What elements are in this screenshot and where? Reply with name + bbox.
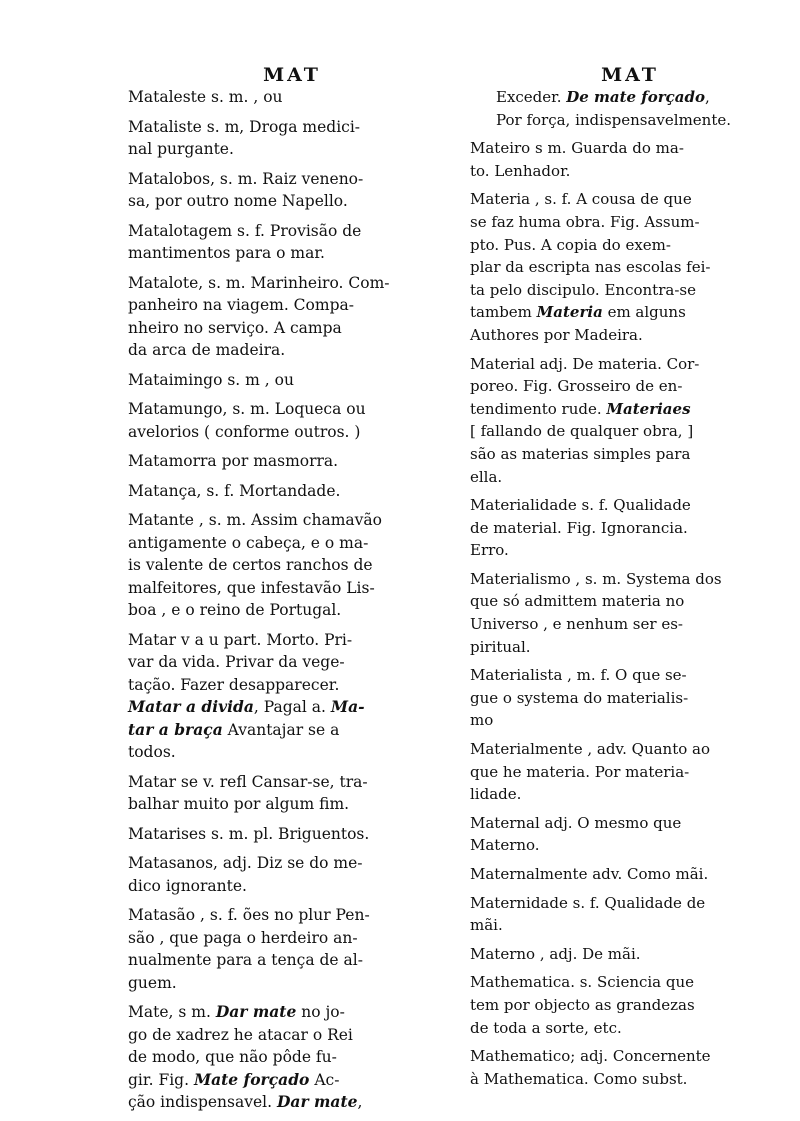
dictionary-entry xyxy=(128,771,460,816)
entry-line: Material adj. De materia. Cor- xyxy=(470,354,700,373)
entry-line: tar a braça Avantajar se a xyxy=(128,719,340,739)
entry-line: tendimento rude. Materiaes xyxy=(470,399,691,418)
entry-line: nualmente para a tença de al- xyxy=(128,951,363,969)
left-running-header: MAT xyxy=(263,64,321,86)
dictionary-entry xyxy=(470,188,785,346)
entry-line: [ fallando de qualquer obra, ] xyxy=(470,422,694,441)
dictionary-entry xyxy=(128,369,460,392)
entry-line: avelorios ( conforme outros. ) xyxy=(128,422,361,441)
dictionary-entry xyxy=(128,168,460,213)
dictionary-entry xyxy=(470,664,785,732)
entry-line: Maternal adj. O mesmo que xyxy=(470,813,682,832)
entry-line: todos. xyxy=(128,743,176,761)
dictionary-entry xyxy=(128,823,460,846)
entry-line: to. Lenhador. xyxy=(470,161,571,180)
entry-line: tem por objecto as grandezas xyxy=(470,995,695,1014)
dictionary-entry xyxy=(128,509,460,622)
dictionary-entry xyxy=(470,892,785,937)
entry-line: ção indispensavel. Dar mate, xyxy=(128,1092,363,1111)
entry-line: Maternidade s. f. Qualidade de xyxy=(470,893,706,912)
entry-line: guem. xyxy=(128,973,177,992)
entry-line: var da vida. Privar da vege- xyxy=(128,653,345,671)
dictionary-entry xyxy=(470,738,785,806)
dictionary-entry xyxy=(128,480,460,503)
entry-line: is valente de certos ranchos de xyxy=(128,556,373,574)
entry-line: que he materia. Por materia- xyxy=(470,762,690,781)
dictionary-entry xyxy=(470,86,785,131)
entry-line: Universo , e nenhum ser es- xyxy=(470,615,683,634)
entry-line: Matalobos, s. m. Raiz veneno- xyxy=(128,169,364,188)
entry-line: Matar se v. refl Cansar-se, tra- xyxy=(128,772,368,791)
left-column xyxy=(128,86,460,1121)
entry-line: Materialidade s. f. Qualidade xyxy=(470,496,691,515)
entry-line: gue o systema do materialis- xyxy=(470,688,689,707)
entry-line: Mathematico; adj. Concernente xyxy=(470,1047,711,1066)
dictionary-entry xyxy=(128,450,460,473)
entry-line: lidade. xyxy=(470,785,522,804)
entry-line: Matarises s. m. pl. Briguentos. xyxy=(128,824,370,843)
entry-line: Mataleste s. m. , ou xyxy=(128,88,283,106)
dictionary-entry xyxy=(128,398,460,443)
dictionary-entry xyxy=(470,494,785,562)
entry-line: Matalotagem s. f. Provisão de xyxy=(128,221,362,240)
dictionary-entry xyxy=(128,904,460,994)
entry-line: se faz huma obra. Fig. Assum- xyxy=(470,212,700,231)
dictionary-entry xyxy=(128,86,460,109)
entry-line: Matasanos, adj. Diz se do me- xyxy=(128,854,363,872)
entry-line: Por força, indispensavelmente. xyxy=(496,110,732,129)
entry-line: Matamungo, s. m. Loqueca ou xyxy=(128,400,366,418)
entry-line: dico ignorante. xyxy=(128,876,247,895)
entry-line: panheiro na viagem. Compa- xyxy=(128,296,354,314)
entry-line: Matar a divida, Pagal a. Ma- xyxy=(128,697,365,716)
entry-line: Mateiro s m. Guarda do ma- xyxy=(470,139,684,158)
entry-line: nal purgante. xyxy=(128,140,234,158)
entry-line: tambem Materia em alguns xyxy=(470,303,686,322)
entry-line: tação. Fazer desapparecer. xyxy=(128,675,340,694)
entry-line: pto. Pus. A copia do exem- xyxy=(470,235,671,254)
dictionary-entry xyxy=(470,568,785,658)
dictionary-entry xyxy=(128,272,460,362)
entry-line: são as materias simples para xyxy=(470,444,691,463)
entry-line: Matante , s. m. Assim chamavão xyxy=(128,511,382,529)
entry-line: ta pelo discipulo. Encontra-se xyxy=(470,280,696,299)
dictionary-entry xyxy=(470,863,785,886)
entry-line: balhar muito por algum fim. xyxy=(128,795,350,813)
entry-line: de material. Fig. Ignorancia. xyxy=(470,518,688,537)
entry-line: Maternalmente adv. Como mãi. xyxy=(470,865,709,883)
dictionary-entry xyxy=(470,943,785,966)
dictionary-entry xyxy=(128,1001,460,1114)
entry-line: Matamorra por masmorra. xyxy=(128,452,339,470)
entry-line: Matalote, s. m. Marinheiro. Com- xyxy=(128,273,390,292)
dictionary-entry xyxy=(128,852,460,897)
entry-line: Materno , adj. De mãi. xyxy=(470,944,641,963)
entry-line: da arca de madeira. xyxy=(128,341,286,359)
right-column xyxy=(470,86,785,1096)
dictionary-entry xyxy=(470,1045,785,1090)
entry-line: Mate, s m. Dar mate no jo- xyxy=(128,1002,345,1021)
entry-line: piritual. xyxy=(470,637,531,656)
dictionary-entry xyxy=(470,971,785,1039)
entry-line: Matança, s. f. Mortandade. xyxy=(128,481,341,500)
right-running-header: MAT xyxy=(601,64,659,86)
entry-line: gir. Fig. Mate forçado Ac- xyxy=(128,1069,340,1089)
entry-line: de modo, que não pôde fu- xyxy=(128,1048,337,1066)
entry-line: malfeitores, que infestavão Lis- xyxy=(128,578,375,597)
dictionary-entry xyxy=(470,137,785,182)
dictionary-entry xyxy=(470,353,785,489)
entry-line: sa, por outro nome Napello. xyxy=(128,192,348,210)
entry-line: Materialismo , s. m. Systema dos xyxy=(470,569,722,588)
entry-line: que só admittem materia no xyxy=(470,592,685,611)
entry-line: Matasão , s. f. ões no plur Pen- xyxy=(128,906,370,924)
entry-line: antigamente o cabeça, e o ma- xyxy=(128,533,369,552)
entry-line: mo xyxy=(470,711,494,730)
dictionary-entry xyxy=(470,812,785,857)
entry-line: nheiro no serviço. A campa xyxy=(128,318,342,337)
dictionary-entry xyxy=(128,629,460,764)
entry-line: Erro. xyxy=(470,541,509,560)
entry-line: boa , e o reino de Portugal. xyxy=(128,601,342,619)
entry-line: Matar v a u part. Morto. Pri- xyxy=(128,630,353,649)
entry-line: Materialista , m. f. O que se- xyxy=(470,666,687,685)
entry-line: Exceder. De mate forçado, xyxy=(496,88,710,106)
entry-line: Materialmente , adv. Quanto ao xyxy=(470,740,711,759)
dictionary-entry xyxy=(128,116,460,161)
entry-line: Authores por Madeira. xyxy=(470,325,643,344)
entry-line: Materno. xyxy=(470,836,540,855)
entry-line: são , que paga o herdeiro an- xyxy=(128,928,358,947)
entry-line: mantimentos para o mar. xyxy=(128,244,325,262)
entry-line: ella. xyxy=(470,467,503,486)
entry-line: plar da escripta nas escolas fei- xyxy=(470,258,711,277)
entry-line: de toda a sorte, etc. xyxy=(470,1018,622,1037)
entry-line: Mataimingo s. m , ou xyxy=(128,370,294,389)
entry-line: poreo. Fig. Grosseiro de en- xyxy=(470,377,683,396)
entry-line: go de xadrez he atacar o Rei xyxy=(128,1025,353,1044)
entry-line: Materia , s. f. A cousa de que xyxy=(470,190,692,209)
entry-line: mãi. xyxy=(470,916,503,935)
entry-line: à Mathematica. Como subst. xyxy=(470,1069,688,1088)
dictionary-entry xyxy=(128,220,460,265)
entry-line: Mataliste s. m, Droga medici- xyxy=(128,117,361,136)
entry-line: Mathematica. s. Sciencia que xyxy=(470,973,695,992)
